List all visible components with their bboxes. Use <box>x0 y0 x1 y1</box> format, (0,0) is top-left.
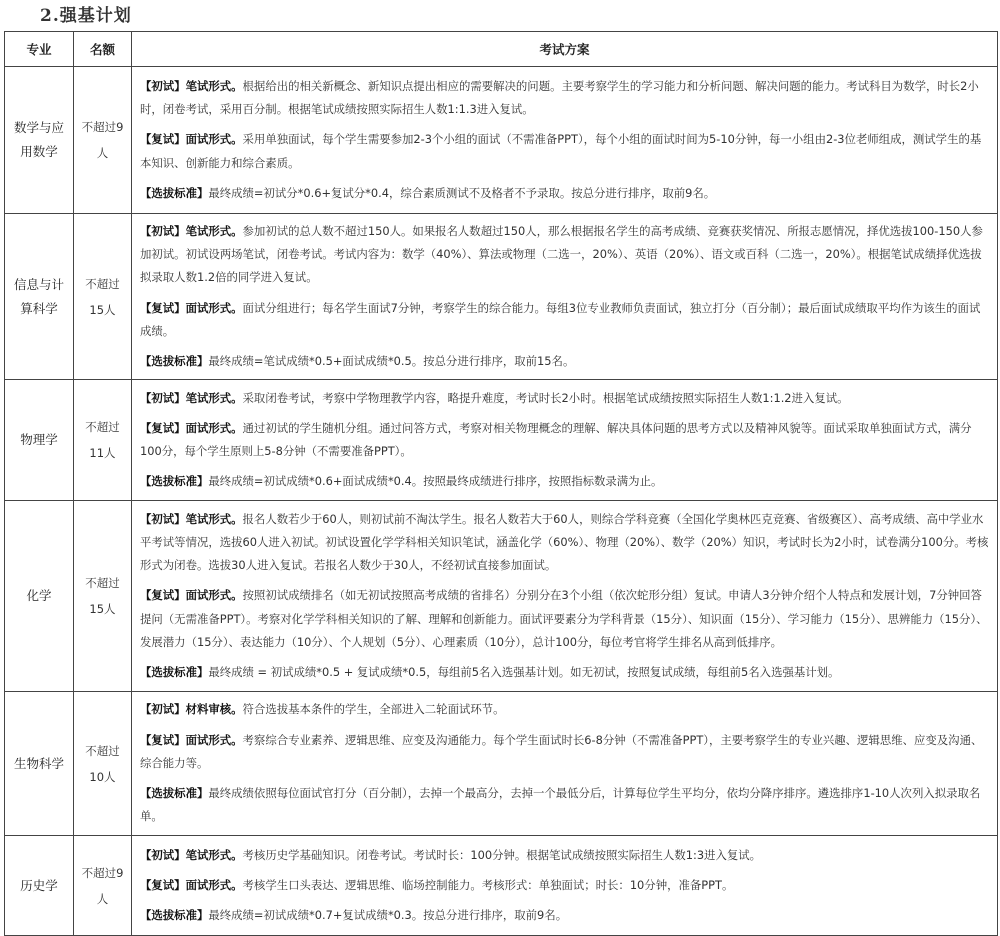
block-tag: 【初试】笔试形式。 <box>140 78 243 93</box>
block-tag: 【初试】笔试形式。 <box>140 847 243 862</box>
major-cell: 生物科学 <box>5 692 74 836</box>
quota-cell: 不超过15人 <box>74 501 132 692</box>
block-tag: 【初试】笔试形式。 <box>140 390 243 405</box>
block-text: 考察综合专业素养、逻辑思维、应变及沟通能力。每个学生面试时长6-8分钟（不需准备PPT），主要考察学生的专业兴趣、逻辑思维、应变及沟通、综合能力等。 <box>140 732 983 770</box>
block-text: 最终成绩 = 初试成绩*0.5 + 复试成绩*0.5，每组前5名入选强基计划。如无初试，按照复试成绩，每组前5名入选强基计划。 <box>208 665 840 679</box>
preliminary-exam <box>140 508 991 578</box>
section-title: 2.强基计划 <box>40 6 132 26</box>
quota-cell: 不超过10人 <box>74 692 132 836</box>
table-row <box>5 836 998 936</box>
quota-cell: 不超过15人 <box>74 214 132 380</box>
block-tag: 【复试】面试形式。 <box>140 732 243 747</box>
block-tag: 【复试】面试形式。 <box>140 300 243 315</box>
selection-standard <box>140 782 991 828</box>
block-text: 按照初试成绩排名（如无初试按照高考成绩的省排名）分别分在3个小组（依次蛇形分组）复试。申请人3分钟介绍个人特点和发展计划，7分钟回答提问（无需准备PPT）。考察对化学学科相关知识的了解、理解和创新能力。面试评要素分为学科背景（15分）、知识面（15分）、学习能力（15分）、思辨能力（15分）、发展潜力（15分）、表达能力（10分）、个人规划（5分）、心理素质（10分），总计100分，每位考官将学生排名从高到低排序。 <box>140 588 988 649</box>
major-cell: 信息与计算科学 <box>5 214 74 380</box>
header-row <box>5 32 998 67</box>
block-text: 采用单独面试，每个学生需要参加2-3个小组的面试（不需准备PPT），每个小组的面试时间为5-10分钟，每一小组由2-3位老师组成，测试学生的基本知识、创新能力和综合素质。 <box>140 132 982 170</box>
block-tag: 【复试】面试形式。 <box>140 132 243 147</box>
preliminary-exam <box>140 75 991 121</box>
plan-cell <box>132 692 998 836</box>
block-tag: 【选拔标准】 <box>140 786 209 801</box>
preliminary-exam <box>140 844 991 867</box>
block-tag: 【选拔标准】 <box>140 474 209 489</box>
table-row <box>5 501 998 692</box>
block-tag: 【复试】面试形式。 <box>140 588 243 603</box>
block-text: 符合选拔基本条件的学生，全部进入二轮面试环节。 <box>242 702 505 717</box>
block-tag: 【复试】面试形式。 <box>140 877 243 892</box>
block-text: 根据给出的相关新概念、新知识点提出相应的需要解决的问题。主要考察学生的学习能力和分析问题、解决问题的能力。考试科目为数学，时长2小时，闭卷考试，采用百分制。根据笔试成绩按照实际招生人数1:1.3进入复试。 <box>140 78 979 117</box>
selection-standard <box>140 182 991 205</box>
major-cell: 历史学 <box>5 836 74 936</box>
quota-cell: 不超过9人 <box>74 67 132 214</box>
block-text: 最终成绩=初试成绩*0.7+复试成绩*0.3。按总分进行排序，取前9名。 <box>208 908 568 923</box>
plan-cell <box>132 836 998 936</box>
block-text: 通过初试的学生随机分组。通过问答方式，考察对相关物理概念的理解、解决具体问题的思考方式以及精神风貌等。面试采取单独面试方式，满分100分，每个学生原则上5-8分钟（不需要准备PPT）。 <box>140 420 972 458</box>
plan-cell <box>132 501 998 692</box>
block-tag: 【初试】笔试形式。 <box>140 511 243 526</box>
selection-standard <box>140 904 991 927</box>
header-plan: 考试方案 <box>132 32 998 67</box>
block-text: 报名人数若少于60人，则初试前不淘汰学生。报名人数若大于60人，则综合学科竞赛（全国化学奥林匹克竞赛、省级赛区）、高考成绩、高中学业水平考试等情况，选拔60人进入初试。初试设置化学学科相关知识笔试，涵盖化学（60%）、物理（20%）、数学（20%）知识，考试时长为2小时，试卷满分100分。考核形式为闭卷。选拔30人进入复试。若报名人数少于30人，不经初试直接参加面试。 <box>140 511 989 573</box>
header-quota: 名额 <box>74 32 132 67</box>
preliminary-exam <box>140 387 991 410</box>
block-text: 最终成绩=初试分*0.6+复试分*0.4，综合素质测试不及格者不予录取。按总分进行排序，取前9名。 <box>208 185 716 200</box>
table-row <box>5 692 998 836</box>
selection-standard <box>140 470 991 493</box>
preliminary-exam <box>140 220 991 290</box>
block-tag: 【选拔标准】 <box>140 353 209 368</box>
block-tag: 【选拔标准】 <box>140 665 209 679</box>
second-exam <box>140 874 991 897</box>
major-cell: 数学与应用数学 <box>5 67 74 214</box>
table-row <box>5 67 998 214</box>
block-text: 最终成绩依照每位面试官打分（百分制），去掉一个最高分，去掉一个最低分后，计算每位学生平均分，依均分降序排序。遴选排序1-10人次列入拟录取名单。 <box>140 786 981 824</box>
major-cell: 化学 <box>5 501 74 692</box>
preliminary-exam <box>140 698 991 721</box>
block-text: 参加初试的总人数不超过150人。如果报名人数超过150人，那么根据报名学生的高考成绩、竞赛获奖情况、所报志愿情况，择优选拔100-150人参加初试。初试设两场笔试，闭卷考试。考试内容为：数学（40%）、算法或物理（二选一，20%）、英语（20%）、语文或百科（二选一，20%）。根据笔试成绩择优选拔拟录取人数1.2倍的同学进入复试。 <box>140 223 983 285</box>
major-cell: 物理学 <box>5 380 74 501</box>
block-text: 考核学生口头表达、逻辑思维、临场控制能力。考核形式：单独面试；时长：10分钟，准备PPT。 <box>242 877 734 892</box>
plan-cell <box>132 67 998 214</box>
block-text: 最终成绩=笔试成绩*0.5+面试成绩*0.5。按总分进行排序，取前15名。 <box>208 353 575 368</box>
block-tag: 【复试】面试形式。 <box>140 420 243 435</box>
second-exam <box>140 584 991 654</box>
selection-standard <box>140 661 991 684</box>
block-tag: 【初试】材料审核。 <box>140 702 243 717</box>
quota-cell: 不超过11人 <box>74 380 132 501</box>
block-text: 考核历史学基础知识。闭卷考试。考试时长：100分钟。根据笔试成绩按照实际招生人数1:3进入复试。 <box>242 847 762 862</box>
second-exam <box>140 417 991 463</box>
block-text: 采取闭卷考试，考察中学物理教学内容，略提升难度，考试时长2小时。根据笔试成绩按照实际招生人数1:1.2进入复试。 <box>242 390 849 405</box>
block-text: 面试分组进行；每名学生面试7分钟，考察学生的综合能力。每组3位专业教师负责面试，独立打分（百分制）；最后面试成绩取平均作为该生的面试成绩。 <box>140 300 981 338</box>
plan-cell <box>132 380 998 501</box>
second-exam <box>140 297 991 343</box>
block-text: 最终成绩=初试成绩*0.6+面试成绩*0.4。按照最终成绩进行排序，按照指标数录满为止。 <box>208 474 663 489</box>
block-tag: 【选拔标准】 <box>140 908 209 923</box>
block-tag: 【初试】笔试形式。 <box>140 223 243 238</box>
plan-cell <box>132 214 998 380</box>
selection-standard <box>140 350 991 373</box>
table-row <box>5 214 998 380</box>
table-row <box>5 380 998 501</box>
quota-cell: 不超过9人 <box>74 836 132 936</box>
second-exam <box>140 128 991 174</box>
exam-plan-table <box>4 31 998 936</box>
block-tag: 【选拔标准】 <box>140 185 209 200</box>
header-major: 专业 <box>5 32 74 67</box>
second-exam <box>140 729 991 775</box>
